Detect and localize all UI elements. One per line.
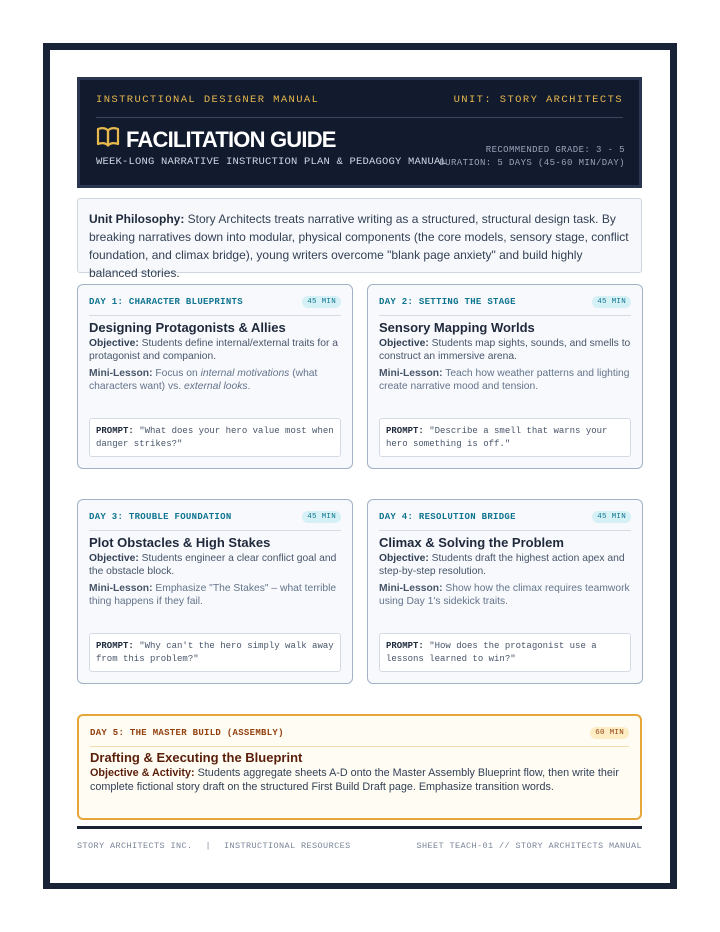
manual-label: INSTRUCTIONAL DESIGNER MANUAL: [96, 94, 320, 106]
card-header: [90, 725, 629, 747]
header-title-row: [96, 126, 336, 153]
duration-badge: 45 MIN: [592, 296, 631, 308]
card-header: [89, 294, 341, 316]
prompt-text: "What does your hero value most when danger strikes?": [96, 426, 334, 449]
objective-label: Objective:: [89, 338, 139, 349]
day-card-4: [367, 499, 643, 684]
objective: [379, 553, 632, 578]
objective: [89, 553, 342, 578]
header-divider: [96, 117, 623, 118]
prompt-text: "Describe a smell that warns your hero something is off.": [386, 426, 608, 449]
book-icon: [96, 126, 120, 153]
objective-label: Objective & Activity:: [90, 767, 195, 779]
card-title: Drafting & Executing the Blueprint: [90, 750, 303, 765]
card-header: [89, 509, 341, 531]
card-header: [379, 509, 631, 531]
card-body: [89, 553, 342, 608]
day-card-5: [77, 714, 642, 820]
mini-lesson-text: .: [247, 380, 251, 392]
day-card-3: [77, 499, 353, 684]
mini-lesson-label: Mini-Lesson:: [89, 368, 153, 379]
day-label: DAY 4: RESOLUTION BRIDGE: [379, 512, 516, 522]
prompt-text: "How does the protagonist use a lessons learned to win?": [386, 641, 597, 664]
duration: DURATION: 5 DAYS (45-60 MIN/DAY): [439, 158, 625, 168]
objective: [379, 338, 632, 363]
mini-lesson-text: Focus on: [155, 368, 198, 379]
mini-lesson-text: Teach how weather patterns and lighting create narrative mood and tension.: [379, 368, 630, 392]
prompt-text: "Why can't the hero simply walk away from this problem?": [96, 641, 334, 664]
objective-text: Students engineer a clear conflict goal and the obstacle block.: [89, 553, 337, 577]
prompt-box: [379, 418, 631, 457]
page-title: FACILITATION GUIDE: [126, 126, 336, 152]
footer-sheet: SHEET TEACH-01 // STORY ARCHITECTS MANUAL: [416, 841, 642, 851]
mini-lesson: [379, 368, 632, 393]
unit-philosophy: [77, 198, 642, 280]
recommended-grade: RECOMMENDED GRADE: 3 - 5: [485, 145, 625, 155]
mini-lesson-emphasis: external looks: [184, 380, 248, 392]
card-title: Climax & Solving the Problem: [379, 535, 564, 550]
duration-badge: 45 MIN: [302, 511, 341, 523]
objective-text: Students aggregate sheets A-D onto the Master Assembly Blueprint flow, then write their complete fictional story draft on the structured First Build Draft page. Emphasize transition words.: [90, 767, 619, 793]
card-body: [379, 338, 632, 393]
footer-separator: |: [205, 841, 212, 851]
day-label: DAY 3: TROUBLE FOUNDATION: [89, 512, 232, 522]
objective-text: Students draft the highest action apex and step-by-step resolution.: [379, 553, 625, 577]
day-label: DAY 5: THE MASTER BUILD (ASSEMBLY): [90, 728, 284, 738]
card-body: [90, 766, 630, 794]
objective-label: Objective:: [379, 338, 429, 349]
prompt-label: PROMPT:: [386, 641, 424, 651]
header-top-row: [96, 94, 623, 106]
objective-label: Objective:: [89, 553, 139, 564]
card-header: [379, 294, 631, 316]
card-title: Sensory Mapping Worlds: [379, 320, 535, 335]
mini-lesson: [89, 583, 342, 608]
duration-badge: 45 MIN: [592, 511, 631, 523]
mini-lesson-text: Show how the climax requires teamwork using Day 1's sidekick traits.: [379, 583, 630, 607]
mini-lesson-text: Emphasize "The Stakes" – what terrible thing happens if they fail.: [89, 583, 337, 607]
card-body: [379, 553, 632, 608]
mini-lesson: [89, 368, 342, 393]
prompt-box: [379, 633, 631, 672]
footer-left: [77, 841, 351, 851]
unit-label: UNIT: STORY ARCHITECTS: [453, 94, 623, 106]
page-footer: [77, 841, 642, 851]
prompt-label: PROMPT:: [386, 426, 424, 436]
card-body: [89, 338, 342, 393]
prompt-label: PROMPT:: [96, 641, 134, 651]
mini-lesson-emphasis: internal motivations: [200, 368, 290, 379]
footer-section: INSTRUCTIONAL RESOURCES: [224, 841, 351, 851]
mini-lesson-text: (what characters want) vs.: [89, 368, 318, 392]
card-title: Plot Obstacles & High Stakes: [89, 535, 271, 550]
philosophy-label: Unit Philosophy:: [89, 212, 185, 226]
day-card-1: [77, 284, 353, 469]
objective-label: Objective:: [379, 553, 429, 564]
objective-text: Students map sights, sounds, and smells to construct an immersive arena.: [379, 338, 631, 362]
objective-text: Students define internal/external traits for a protagonist and companion.: [89, 338, 338, 362]
day-label: DAY 1: CHARACTER BLUEPRINTS: [89, 297, 243, 307]
mini-lesson: [379, 583, 632, 608]
duration-badge: 45 MIN: [302, 296, 341, 308]
header-meta: [439, 144, 625, 170]
footer-divider: [77, 826, 642, 829]
footer-company: STORY ARCHITECTS INC.: [77, 841, 193, 851]
objective: [89, 338, 342, 363]
header-subtitle: WEEK-LONG NARRATIVE INSTRUCTION PLAN & PEDAGOGY MANUAL: [96, 156, 448, 168]
mini-lesson-label: Mini-Lesson:: [379, 368, 443, 379]
prompt-box: [89, 418, 341, 457]
philosophy-text: Story Architects treats narrative writing as a structured, structural design task. By breaking narratives down into modular, physical components (the core models, sensory stage, conflict foundation, and climax bridge), young writers overcome "blank page anxiety" and build highly balanced stories.: [89, 212, 629, 280]
mini-lesson-label: Mini-Lesson:: [379, 583, 443, 594]
guide-header: [77, 77, 642, 188]
card-title: Designing Protagonists & Allies: [89, 320, 286, 335]
prompt-box: [89, 633, 341, 672]
day-label: DAY 2: SETTING THE STAGE: [379, 297, 516, 307]
duration-badge: 60 MIN: [590, 727, 629, 739]
day-card-2: [367, 284, 643, 469]
prompt-label: PROMPT:: [96, 426, 134, 436]
mini-lesson-label: Mini-Lesson:: [89, 583, 153, 594]
